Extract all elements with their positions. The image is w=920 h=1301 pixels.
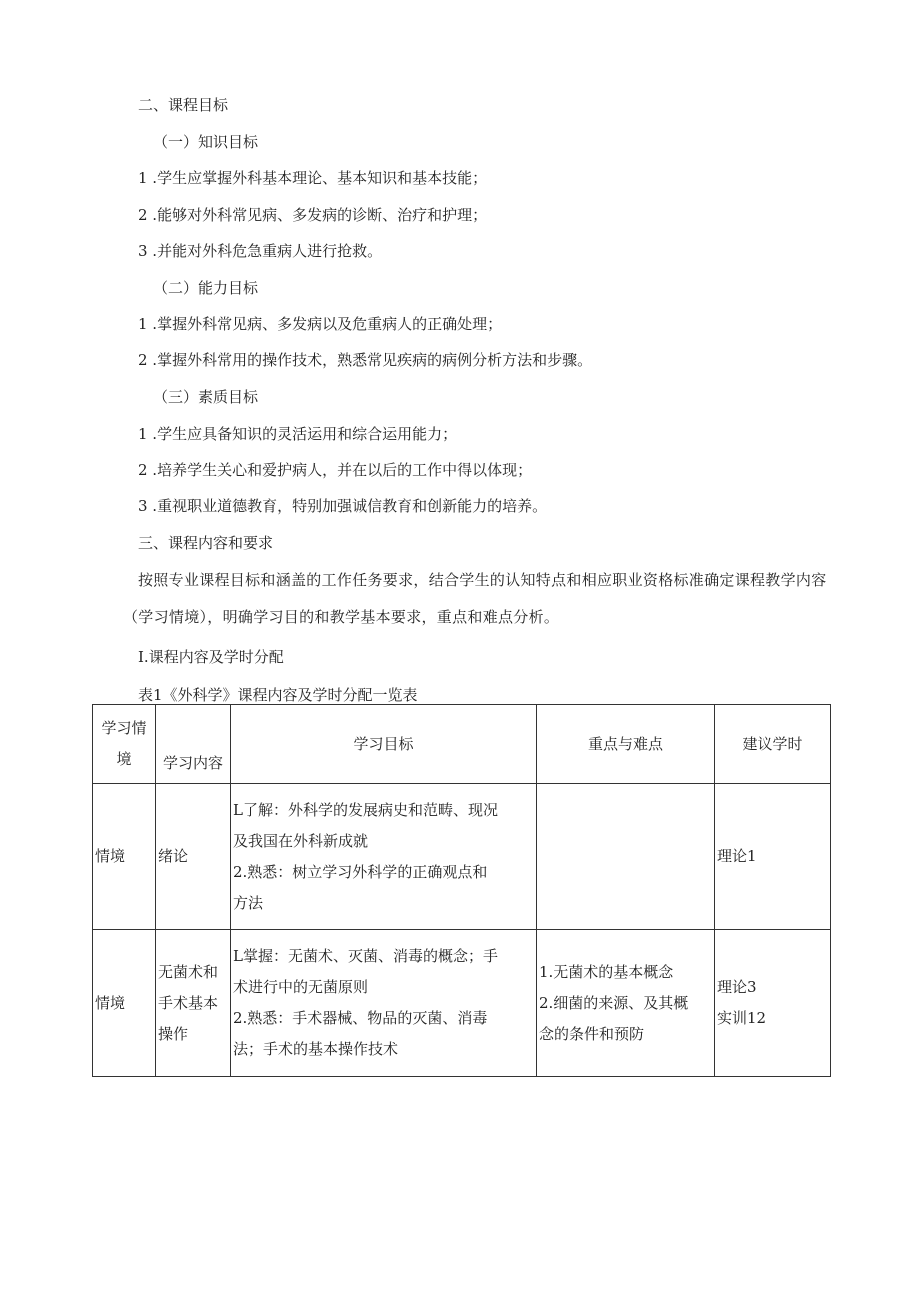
quality-item-2: 2 .培养学生关心和爱护病人，并在以后的工作中得以体现； xyxy=(138,461,533,479)
cell-content: 绪论 xyxy=(156,784,231,930)
cell-content: 无菌术和 手术基本 操作 xyxy=(156,930,231,1077)
cell-goals: L掌握：无菌术、灭菌、消毒的概念；手 术进行中的无菌原则 2.熟悉：手术器械、物品的灭菌、消毒 法；手术的基本操作技术 xyxy=(231,930,537,1077)
course-content-table xyxy=(92,704,831,1077)
header-hours: 建议学时 xyxy=(715,705,831,784)
knowledge-item-1: 1 .学生应掌握外科基本理论、基本知识和基本技能； xyxy=(138,169,488,187)
cell-goals: L了解：外科学的发展病史和范畴、现况 及我国在外科新成就 2.熟悉：树立学习外科学的正确观点和 方法 xyxy=(231,784,537,930)
quality-item-3: 3 .重视职业道德教育，特别加强诚信教育和创新能力的培养。 xyxy=(138,497,548,515)
section2-title: 二、课程目标 xyxy=(138,96,229,114)
knowledge-item-3: 3 .并能对外科危急重病人进行抢救。 xyxy=(138,242,383,260)
subsection-title: I.课程内容及学时分配 xyxy=(138,648,284,666)
ability-item-2: 2 .掌握外科常用的操作技术，熟悉常见疾病的病例分析方法和步骤。 xyxy=(138,351,593,369)
table-caption: 表1《外科学》课程内容及学时分配一览表 xyxy=(138,686,418,704)
table-row xyxy=(93,784,831,930)
cell-hours: 理论1 xyxy=(715,784,831,930)
cell-situation: 情境 xyxy=(93,930,156,1077)
cell-hours: 理论3 实训12 xyxy=(715,930,831,1077)
cell-key-points xyxy=(537,784,715,930)
section3-paragraph: 按照专业课程目标和涵盖的工作任务要求，结合学生的认知特点和相应职业资格标准确定课程教学内容（学习情境），明确学习目的和教学基本要求，重点和难点分析。 xyxy=(123,571,827,626)
section3-title: 三、课程内容和要求 xyxy=(138,534,274,552)
header-situation-line2: 境 xyxy=(116,750,132,768)
header-situation-line1: 学习情 xyxy=(101,719,147,737)
quality-item-1: 1 .学生应具备知识的灵活运用和综合运用能力； xyxy=(138,425,458,443)
knowledge-item-2: 2 .能够对外科常见病、多发病的诊断、治疗和护理； xyxy=(138,206,488,224)
header-key-points: 重点与难点 xyxy=(537,705,715,784)
header-situation xyxy=(93,705,156,784)
header-content: 学习内容 xyxy=(156,705,231,784)
cell-situation: 情境 xyxy=(93,784,156,930)
cell-key-points: 1.无菌术的基本概念 2.细菌的来源、及其概 念的条件和预防 xyxy=(537,930,715,1077)
ability-title: （二）能力目标 xyxy=(153,279,259,297)
header-goals: 学习目标 xyxy=(231,705,537,784)
quality-title: （三）素质目标 xyxy=(153,388,259,406)
table-header-row xyxy=(93,705,831,784)
ability-item-1: 1 .掌握外科常见病、多发病以及危重病人的正确处理； xyxy=(138,315,503,333)
table-row xyxy=(93,930,831,1077)
knowledge-title: （一）知识目标 xyxy=(153,133,259,151)
